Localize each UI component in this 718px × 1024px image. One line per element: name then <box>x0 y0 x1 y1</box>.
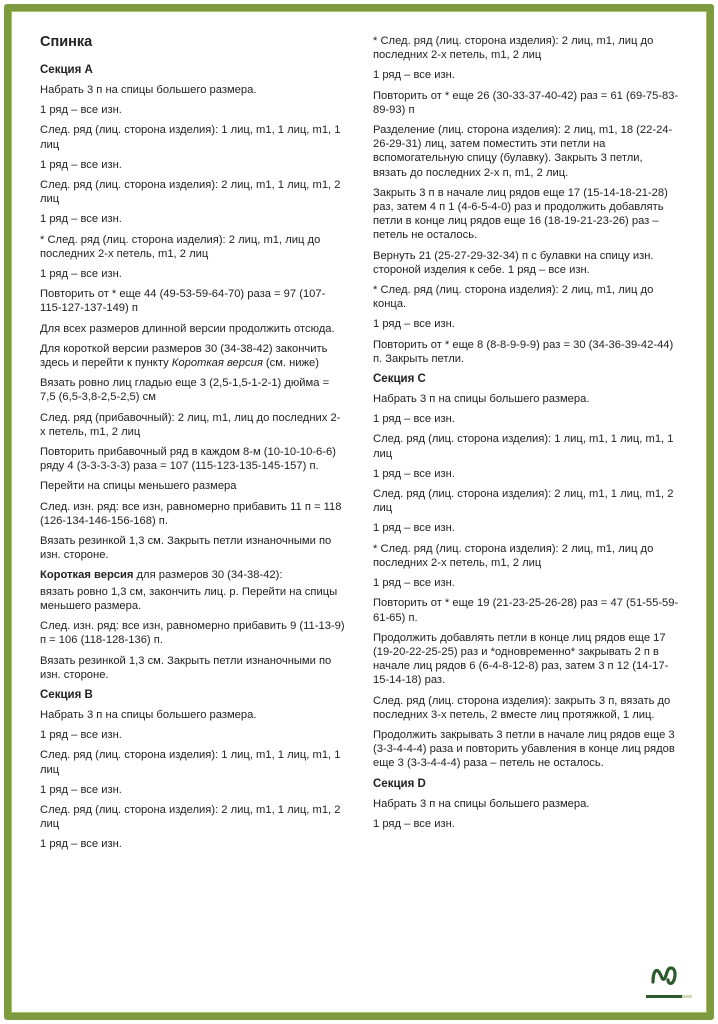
paragraph: 1 ряд – все изн. <box>373 817 455 830</box>
paragraph: Разделение (лиц. сторона изделия): 2 лиц, m1, 18 (22-24-26-29-31) лиц, затем поместить эти петли на вспомогательную спицу (булавку). Закрыть 3 петли, вязать до последних 2-х п, m1, 2 лиц. <box>373 124 673 179</box>
paragraph: 1 ряд – все изн. <box>373 318 455 331</box>
paragraph: Набрать 3 п на спицы большего размера. <box>373 393 590 406</box>
paragraph: 1 ряд – все изн. <box>40 729 122 742</box>
paragraph: Продолжить добавлять петли в конце лиц рядов еще 17 (19-20-22-25-25) раз и *одновременно* закрывать 2 п в начале лиц рядов 6 (6-4-8-12-8) раз, затем 3 п 12 (14-17-15-14-18) раз. <box>373 631 669 687</box>
logo-underline <box>646 995 682 998</box>
paragraph: След. ряд (лиц. сторона изделия): 2 лиц, m1, 1 лиц, m1, 2 лиц <box>373 488 674 515</box>
paragraph: Набрать 3 п на спицы большего размера. <box>40 708 257 721</box>
section-d-heading: Секция D <box>373 777 426 790</box>
paragraph: След. ряд (лиц. сторона изделия): закрыть 3 п, вязать до последних 3-х петель, 2 вместе лиц протяжкой, 1 лиц. <box>373 694 671 721</box>
paragraph: 1 ряд – все изн. <box>40 783 122 796</box>
page-title: Спинка <box>40 34 93 50</box>
paragraph: Перейти на спицы меньшего размера <box>40 480 237 493</box>
short-version-bold: Короткая версия <box>40 569 134 582</box>
paragraph: След. ряд (лиц. сторона изделия): 1 лиц, m1, 1 лиц, m1, 1 лиц <box>40 749 341 776</box>
paragraph: Повторить от * еще 44 (49-53-59-64-70) раза = 97 (107-115-127-137-149) п <box>40 288 326 315</box>
note-text: Для короткой версии размеров 30 (34-38-42) закончить здесь и перейти к пункту <box>40 342 328 370</box>
paragraph: След. ряд (лиц. сторона изделия): 2 лиц, m1, 1 лиц, m1, 2 лиц <box>40 179 341 206</box>
paragraph: След. ряд (лиц. сторона изделия): 1 лиц, m1, 1 лиц, m1, 1 лиц <box>373 433 674 460</box>
paragraph: Набрать 3 п на спицы большего размера. <box>373 797 590 810</box>
paragraph: 1 ряд – все изн. <box>373 577 455 590</box>
paragraph: * След. ряд (лиц. сторона изделия): 2 лиц, m1, лиц до последних 2-х петель, m1, 2 лиц <box>40 233 321 260</box>
left-column <box>40 34 345 858</box>
paragraph: Повторить от * еще 19 (21-23-25-26-28) раз = 47 (51-55-59-61-65) п. <box>373 597 679 624</box>
paragraph: Повторить от * еще 8 (8-8-9-9-9) раз = 30 (34-36-39-42-44) п. Закрыть петли. <box>373 338 674 365</box>
paragraph: Набрать 3 п на спицы большего размера. <box>40 84 257 96</box>
paragraph: Вязать резинкой 1,3 см. Закрыть петли изнаночными по изн. стороне. <box>40 535 332 562</box>
paragraph: Повторить от * еще 26 (30-33-37-40-42) раз = 61 (69-75-83-89-93) п <box>373 89 679 116</box>
paragraph: След. ряд (прибавочный): 2 лиц, m1, лиц до последних 2-х петель, m1, 2 лиц <box>40 411 341 438</box>
paragraph: 1 ряд – все изн. <box>373 69 455 82</box>
paragraph: 1 ряд – все изн. <box>40 104 122 117</box>
paragraph: * След. ряд (лиц. сторона изделия): 2 лиц, m1, лиц до последних 2-х петель, m1, 2 лиц <box>373 35 654 62</box>
paragraph: 1 ряд – все изн. <box>373 467 455 480</box>
paragraph: Продолжить закрывать 3 петли в начале лиц рядов еще 3 (3-3-4-4-4) раза и повторить убавления в конце лиц рядов еще 3 (3-3-4-4-4) раза – петель не осталось. <box>373 728 675 770</box>
note-tail: (см. ниже) <box>265 357 319 370</box>
paragraph: След. изн. ряд: все изн, равномерно прибавить 9 (11-13-9) п = 106 (118-128-136) п. <box>40 620 345 647</box>
paragraph: 1 ряд – все изн. <box>373 522 455 535</box>
right-column <box>373 34 679 837</box>
paragraph: След. ряд (лиц. сторона изделия): 2 лиц, m1, 1 лиц, m1, 2 лиц <box>40 803 341 831</box>
paragraph: Для всех размеров длинной версии продолжить отсюда. <box>40 322 335 335</box>
logo-underline-accent <box>682 995 692 998</box>
short-version-note <box>40 342 345 370</box>
paragraph: Вязать резинкой 1,3 см. Закрыть петли изнаночными по изн. стороне. <box>40 654 332 681</box>
paragraph: След. ряд (лиц. сторона изделия): 1 лиц, m1, 1 лиц, m1, 1 лиц <box>40 124 341 151</box>
brand-logo-icon <box>650 962 680 988</box>
paragraph: Вернуть 21 (25-27-29-32-34) п с булавки на спицу изн. стороной изделия к себе. 1 ряд – все изн. <box>373 249 654 276</box>
paragraph: 1 ряд – все изн. <box>373 413 455 426</box>
section-a-heading: Секция A <box>40 64 93 76</box>
short-version-heading <box>40 568 345 582</box>
paragraph: След. изн. ряд: все изн, равномерно прибавить 11 п = 118 (126-134-146-156-168) п. <box>40 500 342 527</box>
short-version-link: Короткая версия <box>171 357 263 370</box>
short-version-sizes: для размеров 30 (34-38-42): <box>133 569 283 582</box>
section-c-heading: Секция C <box>373 373 426 386</box>
paragraph: 1 ряд – все изн. <box>40 268 122 281</box>
paragraph: 1 ряд – все изн. <box>40 213 122 226</box>
section-b-heading: Секция B <box>40 688 93 701</box>
paragraph: 1 ряд – все изн. <box>40 838 122 851</box>
paragraph: Вязать ровно лиц гладью еще 3 (2,5-1,5-1-2-1) дюйма = 7,5 (6,5-3,8-2,5-2,5) см <box>40 377 330 404</box>
paragraph: * След. ряд (лиц. сторона изделия): 2 лиц, m1, лиц до конца. <box>373 284 654 311</box>
paragraph: Закрыть 3 п в начале лиц рядов еще 17 (15-14-18-21-28) раз, затем 4 п 1 (4-6-5-4-0) раз и продолжить добавлять петли в конце лиц рядов еще 16 (18-19-21-23-26) раз – петель не осталось. <box>373 186 668 242</box>
paragraph: вязать ровно 1,3 см, закончить лиц. р. Перейти на спицы меньшего размера. <box>40 585 338 612</box>
paragraph: * След. ряд (лиц. сторона изделия): 2 лиц, m1, лиц до последних 2-х петель, m1, 2 лиц <box>373 542 654 569</box>
paragraph: 1 ряд – все изн. <box>40 158 122 171</box>
paragraph: Повторить прибавочный ряд в каждом 8-м (10-10-10-6-6) ряду 4 (3-3-3-3-3) раза = 107 (115-123-135-145-157) п. <box>40 446 336 473</box>
